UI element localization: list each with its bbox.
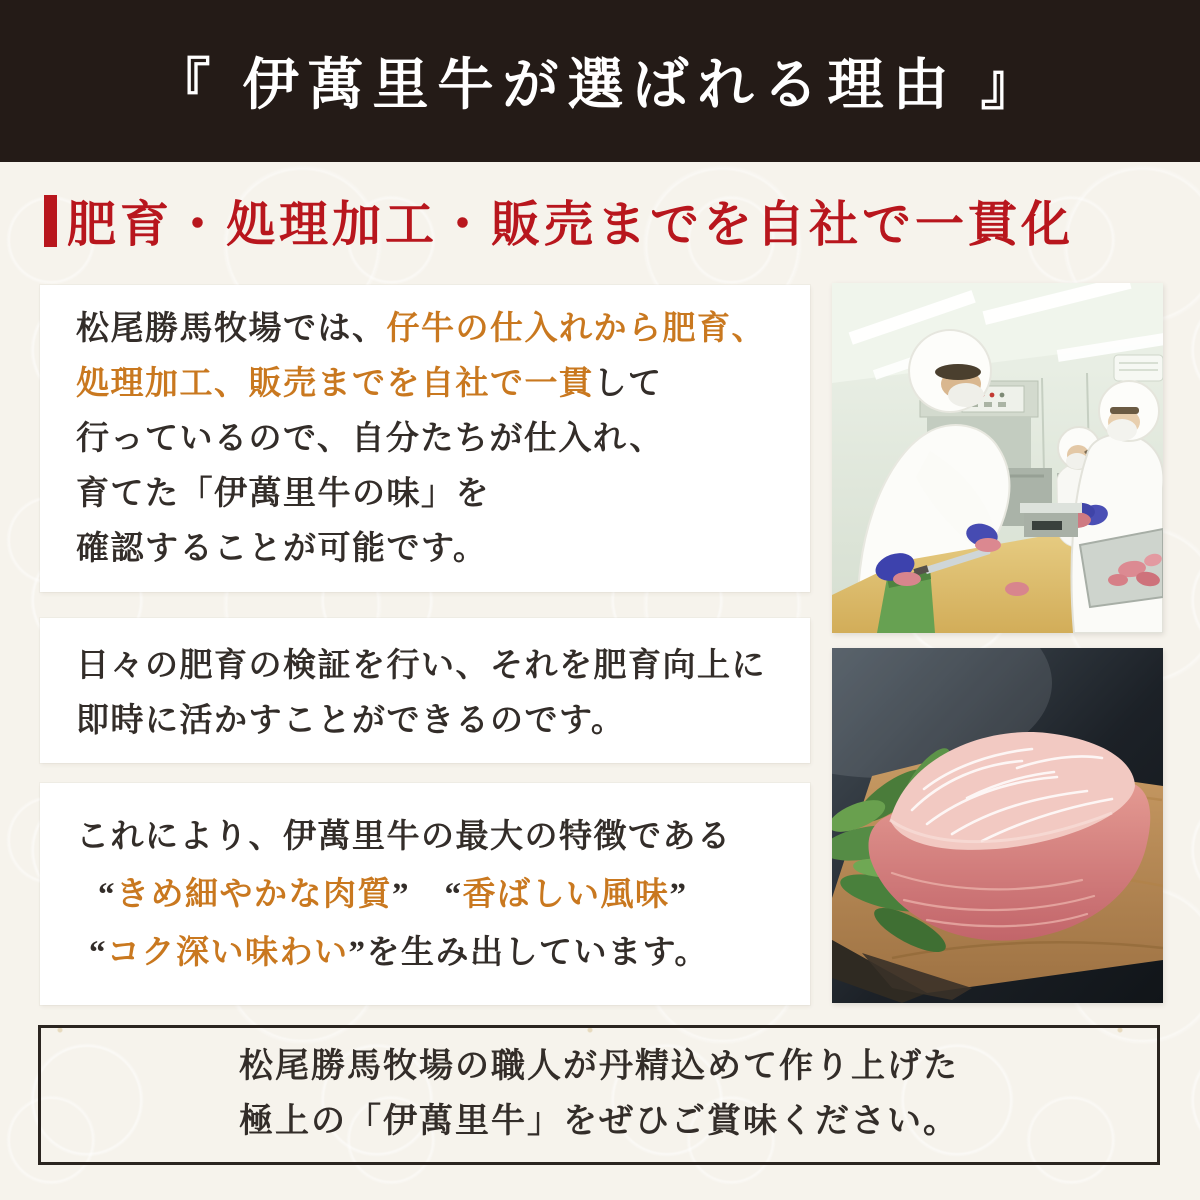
text-segment: 即時に活かすことができるのです。 [76,703,626,739]
text-line [76,924,810,982]
quote-mark: “ [98,877,116,913]
section-heading [44,190,1160,252]
text-line [76,808,810,866]
footer-line: 極上の「伊萬里牛」をぜひご賞味ください。 [239,1103,959,1140]
text-line [76,522,810,577]
text-segment: 行っているので、自分たちが仕入れ、 [76,421,664,457]
quote-mark: ” “ [392,877,463,913]
text-segment-highlight: コク深い味わい [107,935,349,971]
text-segment: 育てた「伊萬里牛の味」を [76,476,490,512]
text-line [76,866,810,924]
text-segment: を生み出しています。 [366,935,709,971]
text-line [76,694,810,749]
text-line [76,639,810,694]
photo-wagyu-steak [832,648,1163,1003]
text-segment-highlight: 香ばしい風味 [462,877,670,913]
text-line [76,467,810,522]
text-segment: 松尾勝馬牧場では、 [76,311,387,347]
text-segment: して [593,366,663,402]
quote-mark: ” [669,877,688,913]
section-heading-text: 肥育・処理加工・販売までを自社で一貫化 [67,197,1075,252]
text-segment: これにより、伊萬里牛の最大の特徴である [76,819,732,855]
text-line [76,357,810,412]
text-box-integration [40,285,810,592]
text-segment: 日々の肥育の検証を行い、それを肥育向上に [76,648,766,684]
quote-mark: “ [89,935,107,971]
quote-mark: ” [348,935,367,971]
footer-line: 松尾勝馬牧場の職人が丹精込めて作り上げた [239,1048,959,1085]
footer-note-box [38,1025,1160,1165]
text-segment-highlight: きめ細やかな肉質 [116,877,392,913]
accent-bar [44,195,57,247]
text-box-features [40,783,810,1005]
text-segment-highlight: 仔牛の仕入れから肥育、 [386,311,766,347]
text-line [76,412,810,467]
header-banner [0,0,1200,162]
text-segment-highlight: 処理加工、販売までを自社で一貫 [76,366,594,402]
text-line [76,302,810,357]
page-title: 『 伊萬里牛が選ばれる理由 』 [154,55,1046,117]
text-segment: 確認することが可能です。 [76,531,488,567]
text-box-verification [40,618,810,763]
photo-meat-processing [832,283,1163,633]
